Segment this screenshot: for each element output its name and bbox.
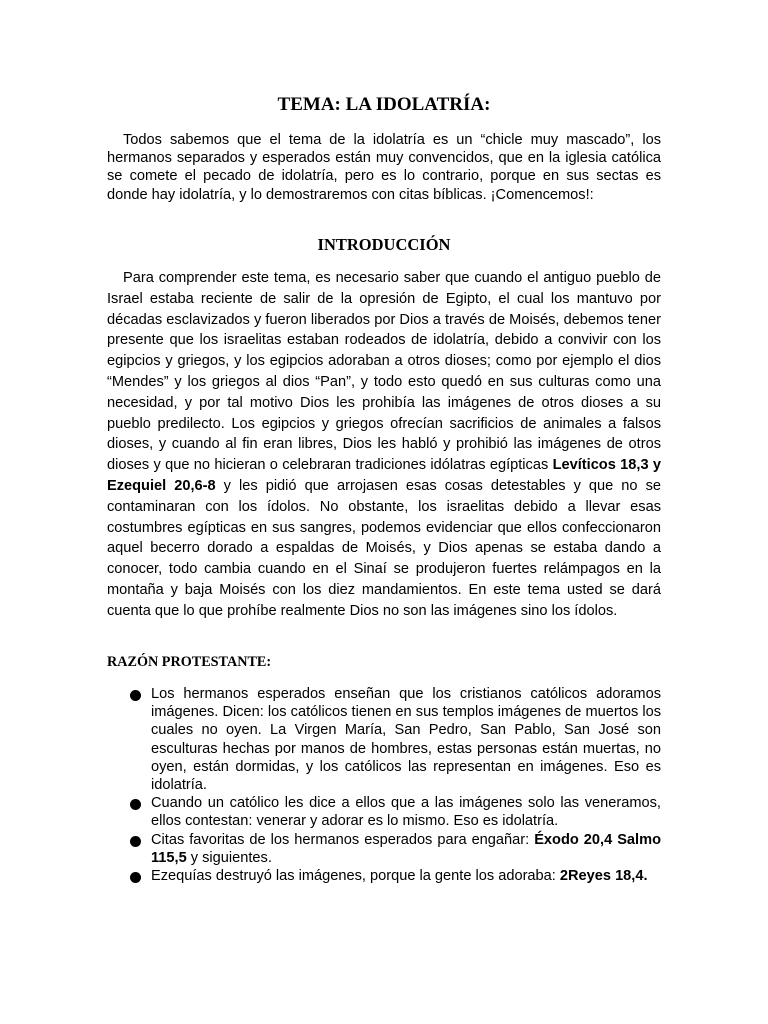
sub-heading-razon-protestante: RAZÓN PROTESTANTE: (107, 654, 272, 670)
list-item-text: Los hermanos esperados enseñan que los cristianos católicos adoramos imágenes. Dicen: los católicos tienen en sus templos imágenes de muertos los cuales no oyen. La Virgen María, San Pedro, San Pablo, San José son esculturas hechas por manos de hombres, estas personas están muertas, no oyen, están dormidas, y los católicos las representan en imágenes. Eso es idolatría. (151, 686, 661, 794)
bible-reference-levitico-ezequiel: Levíticos 18,3 y Ezequiel 20,6-8 (107, 457, 661, 494)
bible-reference-exodo-salmo: Éxodo 20,4 Salmo 115,5 (151, 831, 661, 866)
list-item (107, 794, 661, 830)
list-item (107, 685, 661, 794)
protestant-reasons-list (107, 685, 661, 885)
intro-paragraph (107, 131, 661, 204)
list-item (107, 867, 661, 885)
list-item (107, 831, 661, 867)
introduction-text-part2: y les pidió que arrojasen esas cosas detestables y que no se contaminaran con los ídolos. No obstante, los israelitas debido a llevar esas costumbres egípticas en sus sangres, podemos evidenciar que ellos confeccionaron aquel becerro dorado a espaldas de Moisés, y Dios apenas se estaba dando a conocer, todo cambia cuando en el Sinaí se produjeron fuertes relámpagos en la montaña y baja Moisés con los diez mandamientos. En este tema usted se dará cuenta que lo que prohíbe realmente Dios no son las imágenes sino los ídolos. (107, 477, 661, 619)
bullet-icon (130, 872, 141, 883)
bullet-icon (130, 690, 141, 701)
bible-reference-2reyes: 2Reyes 18,4. (559, 868, 648, 885)
list-item-text: Citas favoritas de los hermanos esperados para engañar: (151, 831, 535, 848)
document-title: TEMA: LA IDOLATRÍA: (277, 94, 491, 115)
list-item-text: Cuando un católico les dice a ellos que a las imágenes solo las veneramos, ellos contestan: venerar y adorar es lo mismo. Eso es idolatría. (151, 795, 661, 830)
list-item-text: Ezequías destruyó las imágenes, porque la gente los adoraba: (151, 868, 560, 885)
list-item-text-after: y siguientes. (186, 849, 272, 866)
intro-paragraph-text: Todos sabemos que el tema de la idolatría es un “chicle muy mascado”, los hermanos separados y esperados están muy convencidos, que en la iglesia católica se comete el pecado de idolatría, pero es lo contrario, porque en sus sectas es donde hay idolatría, y lo demostraremos con citas bíblicas. ¡Comencemos!: (107, 132, 661, 203)
bullet-icon (130, 836, 141, 847)
bullet-icon (130, 799, 141, 810)
introduction-paragraph (107, 268, 661, 622)
introduction-text-part1: Para comprender este tema, es necesario saber que cuando el antiguo pueblo de Israel estaba reciente de salir de la opresión de Egipto, el cual los mantuvo por décadas esclavizados y fueron liberados por Dios a través de Moisés, debemos tener presente que los israelitas estaban rodeados de idolatría, debido a convivir con los egipcios y griegos, y los egipcios adoraban a otros dioses; como por ejemplo el dios “Mendes” y los griegos al dios “Pan”, y todo esto quedó en sus culturas como una necesidad, y por tal motivo Dios les prohibía las imágenes de otros dioses a su pueblo predilecto. Los egipcios y griegos ofrecían sacrificios de animales a falsos dioses, y cuando al fin eran libres, Dios les habló y prohibió las imágenes de otros dioses y que no hicieran o celebraran tradiciones idólatras egípticas (107, 270, 661, 474)
section-heading-introduccion: INTRODUCCIÓN (317, 235, 451, 254)
